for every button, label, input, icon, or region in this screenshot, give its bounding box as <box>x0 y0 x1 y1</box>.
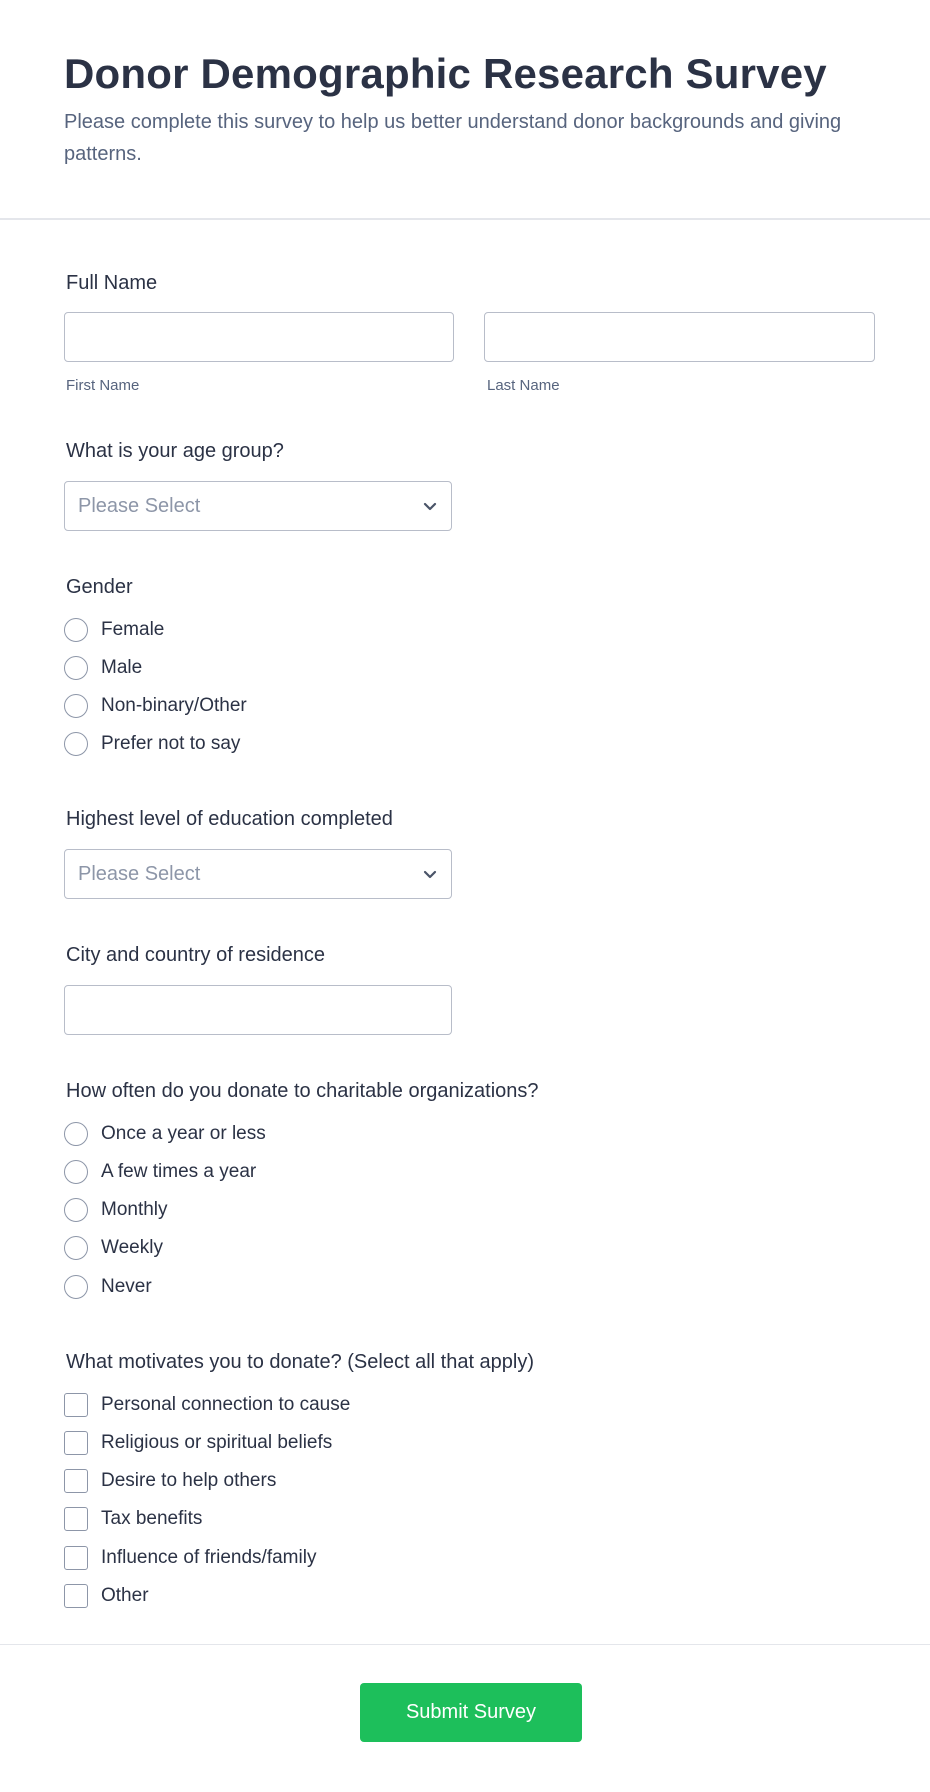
checkbox[interactable] <box>64 1546 88 1570</box>
radio-button[interactable] <box>64 656 88 680</box>
page-title: Donor Demographic Research Survey <box>64 50 827 97</box>
age-group-placeholder: Please Select <box>78 495 201 517</box>
option-label: Influence of friends/family <box>101 1547 317 1568</box>
residence-label: City and country of residence <box>66 944 326 966</box>
first-name-sublabel: First Name <box>66 377 140 394</box>
frequency-label: How often do you donate to charitable organizations? <box>66 1080 539 1102</box>
frequency-option[interactable] <box>64 1122 664 1148</box>
option-label: Never <box>101 1276 152 1297</box>
option-label: A few times a year <box>101 1161 257 1182</box>
checkbox[interactable] <box>64 1584 88 1608</box>
motivation-option[interactable] <box>64 1469 664 1495</box>
checkbox[interactable] <box>64 1507 88 1531</box>
radio-button[interactable] <box>64 1275 88 1299</box>
radio-button[interactable] <box>64 1236 88 1260</box>
gender-option[interactable] <box>64 656 664 682</box>
radio-button[interactable] <box>64 618 88 642</box>
option-label: Personal connection to cause <box>101 1394 351 1415</box>
motivation-label: What motivates you to donate? (Select all that apply) <box>66 1351 535 1373</box>
age-group-select[interactable] <box>64 481 452 531</box>
radio-button[interactable] <box>64 694 88 718</box>
gender-option[interactable] <box>64 618 664 644</box>
chevron-down-icon <box>422 866 438 882</box>
option-label: Once a year or less <box>101 1123 266 1144</box>
education-select[interactable] <box>64 849 452 899</box>
option-label: Religious or spiritual beliefs <box>101 1432 333 1453</box>
submit-button[interactable]: Submit Survey <box>360 1683 582 1742</box>
option-label: Non-binary/Other <box>101 695 247 716</box>
frequency-option[interactable] <box>64 1160 664 1186</box>
frequency-option[interactable] <box>64 1198 664 1224</box>
gender-label: Gender <box>66 576 133 598</box>
option-label: Prefer not to say <box>101 733 241 754</box>
first-name-input[interactable] <box>64 312 454 362</box>
radio-button[interactable] <box>64 1160 88 1184</box>
radio-button[interactable] <box>64 1198 88 1222</box>
option-label: Other <box>101 1585 149 1606</box>
motivation-option[interactable] <box>64 1584 664 1610</box>
frequency-option[interactable] <box>64 1275 664 1301</box>
checkbox[interactable] <box>64 1431 88 1455</box>
option-label: Weekly <box>101 1237 163 1258</box>
checkbox[interactable] <box>64 1469 88 1493</box>
page-subtitle: Please complete this survey to help us better understand donor backgrounds and giving patterns. <box>64 111 842 165</box>
option-label: Monthly <box>101 1199 168 1220</box>
motivation-option[interactable] <box>64 1393 664 1419</box>
checkbox[interactable] <box>64 1393 88 1417</box>
motivation-option[interactable] <box>64 1507 664 1533</box>
form-header <box>0 0 930 220</box>
chevron-down-icon <box>422 498 438 514</box>
gender-option[interactable] <box>64 732 664 758</box>
education-placeholder: Please Select <box>78 863 201 885</box>
radio-button[interactable] <box>64 732 88 756</box>
motivation-option[interactable] <box>64 1546 664 1572</box>
frequency-option[interactable] <box>64 1236 664 1262</box>
option-label: Tax benefits <box>101 1508 203 1529</box>
age-group-label: What is your age group? <box>66 440 284 462</box>
radio-button[interactable] <box>64 1122 88 1146</box>
option-label: Male <box>101 657 143 678</box>
last-name-input[interactable] <box>484 312 875 362</box>
education-label: Highest level of education completed <box>66 808 393 830</box>
full-name-label: Full Name <box>66 272 158 294</box>
gender-option[interactable] <box>64 694 664 720</box>
option-label: Female <box>101 619 165 640</box>
last-name-sublabel: Last Name <box>487 377 560 394</box>
motivation-option[interactable] <box>64 1431 664 1457</box>
footer-divider <box>0 1644 930 1645</box>
option-label: Desire to help others <box>101 1470 277 1491</box>
residence-input[interactable] <box>64 985 452 1035</box>
